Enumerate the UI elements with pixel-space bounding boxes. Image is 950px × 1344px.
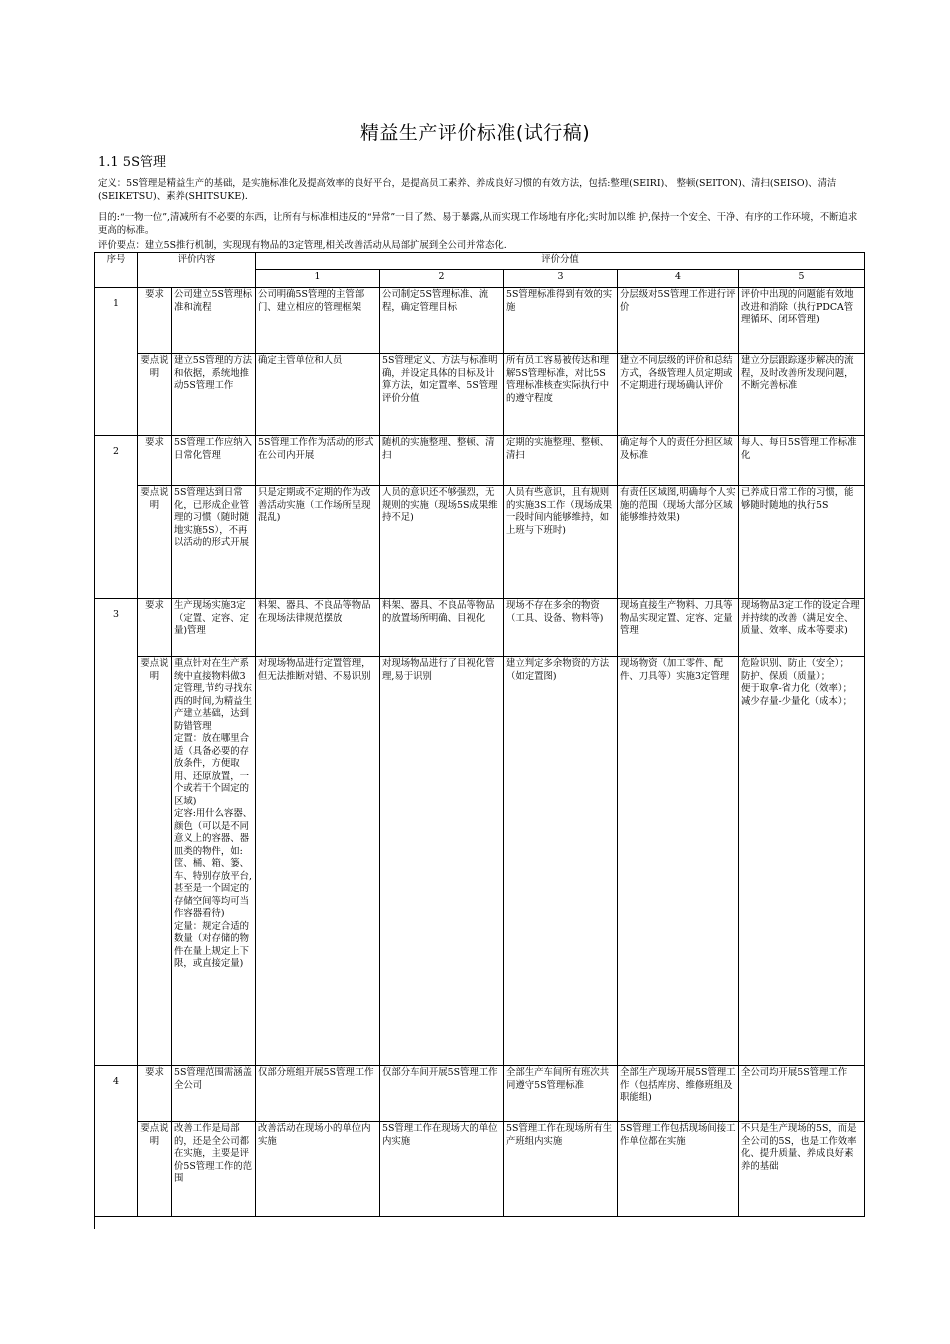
score-cell: 现场直接生产物料、刀具等物品实现定置、定容、定量管理	[618, 599, 739, 657]
header-level: 2	[380, 270, 504, 288]
page-title: 精益生产评价标准(试行稿)	[359, 122, 591, 144]
section-title: 1.1 5S管理	[98, 155, 166, 170]
evaluation-content: 改善工作是局部的，还是全公司都在实施，主要是评价5S管理工作的范围	[172, 1122, 256, 1217]
evaluation-content: 重点针对在生产系统中直接物料做3定管理,节约寻找东西的时间,为精益生产建立基础，达到防错管理 定置：放在哪里合适（具备必要的存放条件，方便取用、还原放置，一个或若干个固定的区域) 定容:用什么容器、颜色（可以是不同意义上的容器、器皿类的物件，如:筐、桶、箱、篓、车、特别存放平台,甚至是一个固定的存储空间等均可当作容器看待) 定量：规定合适的数量（对存储的物件在量上规定上下限，或直接定量)	[172, 657, 256, 1066]
score-cell: 5S管理标准得到有效的实施	[504, 288, 618, 354]
table-row	[95, 436, 865, 486]
score-cell: 分层级对5S管理工作进行评价	[618, 288, 739, 354]
score-cell: 随机的实施整理、整顿、清扫	[380, 436, 504, 486]
evaluation-content: 5S管理范围需涵盖全公司	[172, 1066, 256, 1122]
score-cell: 危险识别、防止（安全）； 防护、保质（质量）； 便于取拿-省力化（效率）； 减少存量-少量化（成本）；	[739, 657, 865, 1066]
requirement-label: 要求	[138, 288, 172, 354]
goal-paragraph: 目的:“一物一位”,清减所有不必要的东西，让所有与标准相违反的“异常”一目了然、易于暴露,从而实现工作场地有序化;实时加以维 护,保持一个安全、干净、有序的工作环境，不断追求更高的标准。	[98, 212, 858, 236]
score-cell: 料架、器具、不良品等物品的放置场所明确、目视化	[380, 599, 504, 657]
score-cell: 全部生产车间所有班次共同遵守5S管理标准	[504, 1066, 618, 1122]
evaluation-table	[94, 252, 865, 1217]
score-cell: 建立判定多余物资的方法（如定置图)	[504, 657, 618, 1066]
evaluation-content: 5S管理工作应纳入日常化管理	[172, 436, 256, 486]
score-cell: 对现场物品进行了目视化管理,易于识别	[380, 657, 504, 1066]
score-cell: 全部生产现场开展5S管理工作（包括库房、维修班组及职能组)	[618, 1066, 739, 1122]
score-cell: 对现场物品进行定置管理，但无法推断对错、不易识别	[256, 657, 380, 1066]
requirement-label: 要求	[138, 1066, 172, 1122]
table-row	[95, 486, 865, 599]
requirement-label: 要求	[138, 599, 172, 657]
table-row	[95, 354, 865, 436]
score-cell: 仅部分班组开展5S管理工作	[256, 1066, 380, 1122]
score-cell: 料架、器具、不良品等物品在现场法律规范摆放	[256, 599, 380, 657]
score-cell: 5S管理工作在现场所有生产班组内实施	[504, 1122, 618, 1217]
score-cell: 确定主管单位和人员	[256, 354, 380, 436]
left-border-continuation	[94, 1215, 95, 1229]
row-seq: 3	[95, 599, 138, 1066]
row-seq: 1	[95, 288, 138, 436]
score-cell: 不只是生产现场的5S，而是全公司的5S，也是工作效率化、提升质量、养成良好素养的基础	[739, 1122, 865, 1217]
score-cell: 每人、每日5S管理工作标准化	[739, 436, 865, 486]
row-seq: 2	[95, 436, 138, 599]
evaluation-content: 5S管理达到日常化，已形成企业管理的习惯（随时随地实施5S），不再以活动的形式开展	[172, 486, 256, 599]
score-cell: 仅部分车间开展5S管理工作	[380, 1066, 504, 1122]
score-cell: 5S管理定义、方法与标准明确，并设定具体的目标及计算方法，如定置率、5S管理评价分值	[380, 354, 504, 436]
table-row	[95, 657, 865, 1066]
key-note-label: 要点说明	[138, 486, 172, 599]
score-cell: 现场物资（加工零件、配件、刀具等）实施3定管理	[618, 657, 739, 1066]
evaluation-content: 公司建立5S管理标准和流程	[172, 288, 256, 354]
definition-paragraph: 定义：5S管理是精益生产的基础，是实施标准化及提高效率的良好平台，是提高员工素养、养成良好习惯的有效方法，包括:整理(SEIRI)、 整顿(SEITON)、清扫(SEISO)、清洁(SEIKETSU)、素养(SHITSUKE)．	[98, 178, 837, 202]
score-cell: 定期的实施整理、整顿、清扫	[504, 436, 618, 486]
table-row	[95, 288, 865, 354]
evaluation-content: 建立5S管理的方法和依据，系统地推动5S管理工作	[172, 354, 256, 436]
score-cell: 确定每个人的责任分担区域及标准	[618, 436, 739, 486]
score-cell: 人员的意识还不够强烈，无规则的实施（现场5S成果维持不足)	[380, 486, 504, 599]
header-level: 3	[504, 270, 618, 288]
score-cell: 5S管理工作在现场大的单位内实施	[380, 1122, 504, 1217]
score-cell: 现场物品3定工作的设定合理并持续的改善（满足安全、质量、效率、成本等要求)	[739, 599, 865, 657]
score-cell: 建立分层跟踪逐步解决的流程，及时改善所发现问题，不断完善标准	[739, 354, 865, 436]
header-seq: 序号	[95, 253, 138, 288]
score-cell: 已养成日常工作的习惯，能够随时随地的执行5S	[739, 486, 865, 599]
score-cell: 公司制定5S管理标准、流程，确定管理目标	[380, 288, 504, 354]
score-cell: 人员有些意识，且有规则的实施3S工作（现场成果一段时间内能够维持，如上班与下班时)	[504, 486, 618, 599]
score-cell: 评价中出现的问题能有效地改进和消除（执行PDCA管理循环、闭环管理)	[739, 288, 865, 354]
header-score: 评价分值	[256, 253, 865, 270]
key-points-paragraph: 评价要点：建立5S推行机制，实现现有物品的3定管理,相关改善活动从局部扩展到全公司并常态化.	[98, 240, 507, 251]
key-note-label: 要点说明	[138, 354, 172, 436]
score-cell: 公司明确5S管理的主管部门、建立相应的管理框架	[256, 288, 380, 354]
score-cell: 5S管理工作作为活动的形式在公司内开展	[256, 436, 380, 486]
table-row	[95, 1122, 865, 1217]
key-note-label: 要点说明	[138, 1122, 172, 1217]
score-cell: 有责任区域图,明确每个人实施的范围（现场大部分区域能够维持效果)	[618, 486, 739, 599]
score-cell: 建立不同层级的评价和总结方式，各级管理人员定期或不定期进行现场确认评价	[618, 354, 739, 436]
requirement-label: 要求	[138, 436, 172, 486]
table-row	[95, 599, 865, 657]
score-cell: 5S管理工作包括现场间接工作单位都在实施	[618, 1122, 739, 1217]
evaluation-content: 生产现场实施3定（定置、定容、定量)管理	[172, 599, 256, 657]
score-cell: 全公司均开展5S管理工作	[739, 1066, 865, 1122]
header-level: 1	[256, 270, 380, 288]
score-cell: 现场不存在多余的物资（工具、设备、物料等)	[504, 599, 618, 657]
score-cell: 改善活动在现场小的单位内实施	[256, 1122, 380, 1217]
table-row	[95, 1066, 865, 1122]
header-level: 4	[618, 270, 739, 288]
score-cell: 只是定期或不定期的作为改善活动实施（工作场所呈现混乱)	[256, 486, 380, 599]
header-content: 评价内容	[138, 253, 256, 288]
row-seq: 4	[95, 1066, 138, 1217]
score-cell: 所有员工容易被传达和理解5S管理标准，对比5S管理标准核查实际执行中的遵守程度	[504, 354, 618, 436]
header-level: 5	[739, 270, 865, 288]
key-note-label: 要点说明	[138, 657, 172, 1066]
